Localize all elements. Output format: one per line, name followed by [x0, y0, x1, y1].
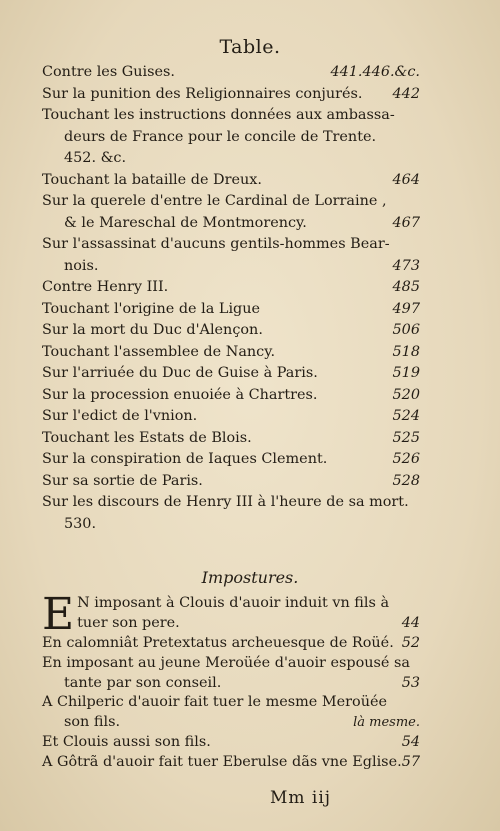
entry-line: Contre Henry III. [42, 279, 169, 295]
page-ref: 44 [401, 615, 420, 632]
entry-line: Sur l'assassinat d'aucuns gentils-hommes Bear- [42, 236, 390, 252]
page-ref: 52 [401, 635, 420, 651]
toc-entry [42, 471, 420, 493]
page-ref: 464 [392, 171, 420, 188]
entry-line: Sur l'edict de l'vnion. [42, 408, 198, 424]
entry-line: tuer son pere. [77, 614, 180, 631]
page-ref: 506 [392, 322, 420, 338]
entry-line: Contre les Guises. [42, 64, 176, 80]
toc-entry [42, 406, 420, 428]
entry-line: Et Clouis aussi son fils. [42, 733, 211, 750]
page-ref: 525 [392, 429, 420, 446]
page-ref: 524 [392, 408, 420, 424]
entry-line: son fils. [64, 714, 121, 731]
entry-line: Touchant les Estats de Blois. [42, 429, 252, 446]
entry-line: N imposant à Clouis d'auoir induit vn fils à [77, 595, 390, 611]
toc-list [42, 62, 420, 535]
page-ref: 528 [392, 472, 420, 489]
entry-line: tante par son conseil. [64, 674, 222, 691]
page-ref: 442 [392, 85, 420, 102]
toc-entry [42, 492, 420, 535]
toc-entry [42, 753, 420, 773]
toc-entry [42, 62, 420, 84]
entry-line: Sur l'arriuée du Duc de Guise à Paris. [42, 365, 318, 381]
entry-line: nois. [64, 257, 99, 274]
page-ref: 520 [392, 386, 420, 403]
entry-line: deurs de France pour le concile de Trente. [64, 128, 377, 145]
page-ref: 518 [392, 343, 420, 360]
entry-line: Touchant l'assemblee de Nancy. [42, 343, 276, 360]
toc-entry [42, 105, 420, 170]
toc-entry [42, 299, 420, 321]
toc-entry [42, 363, 420, 385]
toc-entry [42, 589, 420, 640]
entry-line: Sur la procession enuoiée à Chartres. [42, 386, 318, 403]
page-ref: 473 [392, 257, 420, 274]
page-ref: 467 [392, 214, 420, 231]
page-header: Table. [219, 36, 281, 58]
page-ref: 53 [401, 674, 420, 691]
entry-line: Touchant les instructions données aux ambassa- [42, 107, 395, 123]
toc-entry [42, 654, 420, 694]
toc-entry [42, 449, 420, 471]
toc-entry [42, 277, 420, 299]
entry-line: Sur les discours de Henry III à l'heure de sa mort. [42, 494, 409, 510]
toc-entry [42, 320, 420, 342]
page-ref: 441.446.&c. [330, 64, 420, 80]
toc-entry [42, 170, 420, 192]
page-ref: 57 [401, 753, 420, 770]
impostures-list [42, 589, 420, 773]
toc-entry [42, 428, 420, 450]
entry-line: & le Mareschal de Montmorency. [64, 214, 307, 231]
entry-line: En calomniât Pretextatus archeuesque de Roüé. [42, 635, 394, 651]
entry-line: En imposant au jeune Meroüée d'auoir espousé sa [42, 654, 410, 671]
page-ref: 54 [401, 733, 420, 750]
drop-cap: E [42, 589, 75, 640]
toc-entry [42, 733, 420, 753]
signature-mark: Mm iij [270, 788, 332, 808]
page-note: là mesme. [353, 715, 420, 731]
page-ref: 519 [392, 365, 420, 381]
entry-line: Touchant la bataille de Dreux. [42, 171, 262, 188]
entry-line: Sur la mort du Duc d'Alençon. [42, 322, 263, 338]
toc-entry [42, 191, 420, 234]
entry-line: 452. &c. [64, 150, 127, 166]
entry-line: Sur la conspiration de Iaques Clement. [42, 451, 328, 467]
page-ref: 485 [392, 279, 420, 295]
toc-entry [42, 84, 420, 106]
entry-line: Sur la punition des Religionnaires conjurés. [42, 85, 363, 102]
toc-entry [42, 634, 420, 654]
toc-entry [42, 342, 420, 364]
toc-entry [42, 385, 420, 407]
page-ref: 526 [392, 451, 420, 467]
entry-line: Touchant l'origine de la Ligue [42, 300, 261, 317]
entry-line: 530. [64, 515, 97, 532]
page-ref: 497 [392, 300, 420, 317]
toc-entry [42, 693, 420, 733]
entry-line: Sur la querele d'entre le Cardinal de Lorraine , [42, 193, 387, 209]
section-title: Impostures. [201, 568, 299, 587]
entry-line: A Chilperic d'auoir fait tuer le mesme Meroüée [42, 694, 387, 711]
entry-line: Sur sa sortie de Paris. [42, 472, 203, 489]
entry-line: A Gôtrã d'auoir fait tuer Eberulse dãs vne Eglise. [42, 753, 402, 770]
toc-entry [42, 234, 420, 277]
